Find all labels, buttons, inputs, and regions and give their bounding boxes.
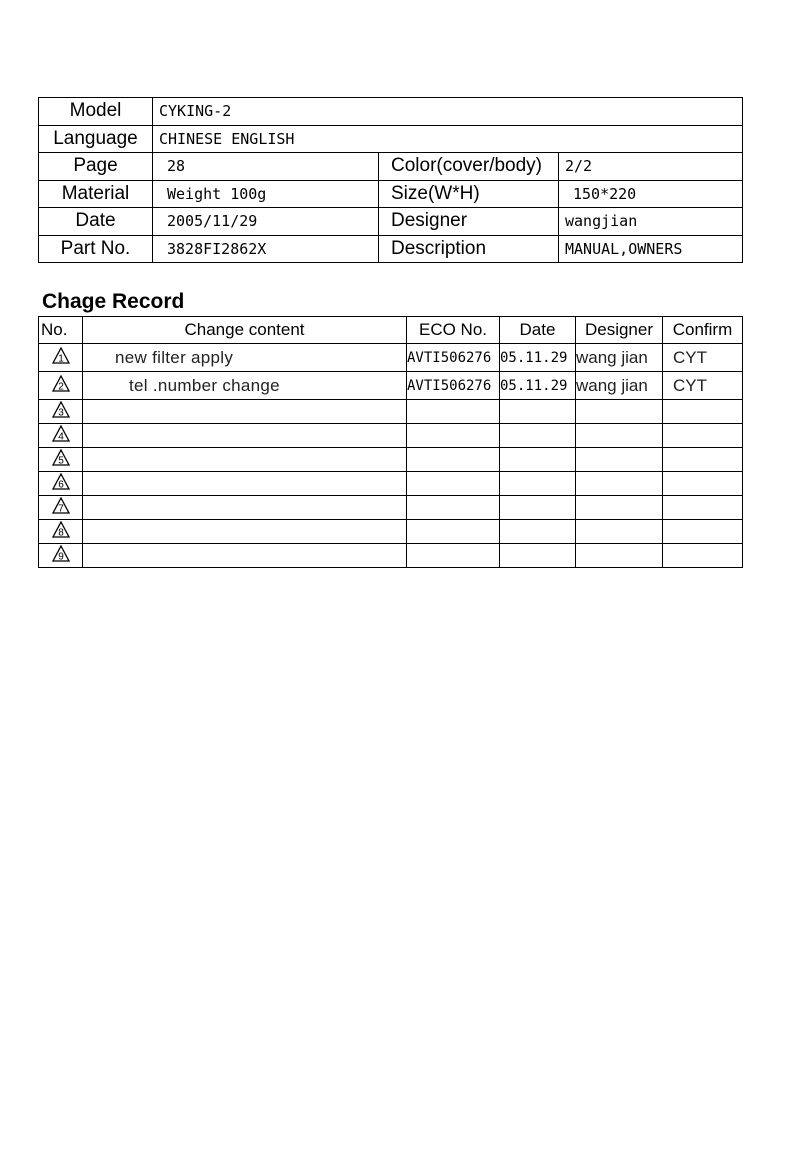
date-cell	[500, 520, 576, 544]
designer-cell	[576, 424, 663, 448]
language-value: CHINESE ENGLISH	[153, 125, 743, 153]
change-content-cell	[83, 424, 407, 448]
change-record-row	[39, 400, 743, 424]
language-label: Language	[39, 125, 153, 153]
confirm-cell	[663, 544, 743, 568]
change-content-cell: new filter apply	[83, 344, 407, 372]
revision-number: 4	[57, 431, 64, 442]
confirm-cell: CYT	[663, 344, 743, 372]
revision-triangle-cell	[39, 448, 83, 472]
change-record-row	[39, 472, 743, 496]
designer-cell: wang jian	[576, 372, 663, 400]
revision-triangle-icon	[52, 473, 70, 495]
spec-row-date	[39, 208, 743, 236]
material-value: Weight 100g	[153, 180, 379, 208]
change-record-header-row	[39, 317, 743, 344]
revision-triangle-icon	[52, 449, 70, 471]
spec-row-partno	[39, 235, 743, 263]
change-record-row	[39, 372, 743, 400]
header-designer: Designer	[576, 317, 663, 344]
change-record-row	[39, 344, 743, 372]
header-change-content: Change content	[83, 317, 407, 344]
confirm-cell	[663, 424, 743, 448]
revision-number: 7	[57, 503, 64, 514]
material-label: Material	[39, 180, 153, 208]
confirm-cell	[663, 520, 743, 544]
revision-triangle-cell	[39, 372, 83, 400]
change-record-row	[39, 496, 743, 520]
date-label: Date	[39, 208, 153, 236]
color-value: 2/2	[559, 153, 743, 181]
header-date: Date	[500, 317, 576, 344]
confirm-cell	[663, 472, 743, 496]
spec-row-material	[39, 180, 743, 208]
designer-cell	[576, 448, 663, 472]
eco-no-cell	[407, 544, 500, 568]
date-cell: 05.11.29	[500, 372, 576, 400]
revision-triangle-icon	[52, 375, 70, 397]
spec-row-model	[39, 98, 743, 126]
designer-cell: wang jian	[576, 344, 663, 372]
revision-number: 1	[57, 353, 64, 364]
date-cell	[500, 472, 576, 496]
eco-no-cell: AVTI506276	[407, 344, 500, 372]
header-confirm: Confirm	[663, 317, 743, 344]
revision-triangle-icon	[52, 497, 70, 519]
eco-no-cell	[407, 424, 500, 448]
change-content-cell	[83, 448, 407, 472]
revision-number: 5	[57, 455, 64, 466]
revision-number: 2	[57, 381, 64, 392]
eco-no-cell	[407, 496, 500, 520]
page-label: Page	[39, 153, 153, 181]
size-value: 150*220	[559, 180, 743, 208]
description-value: MANUAL,OWNERS	[559, 235, 743, 263]
spec-row-language	[39, 125, 743, 153]
revision-triangle-cell	[39, 520, 83, 544]
description-label: Description	[379, 235, 559, 263]
change-content-cell	[83, 496, 407, 520]
eco-no-cell	[407, 472, 500, 496]
revision-triangle-cell	[39, 400, 83, 424]
color-label: Color(cover/body)	[379, 153, 559, 181]
eco-no-cell	[407, 520, 500, 544]
model-value: CYKING-2	[153, 98, 743, 126]
change-record-table	[38, 316, 743, 568]
spec-row-page	[39, 153, 743, 181]
confirm-cell	[663, 496, 743, 520]
change-content-cell	[83, 520, 407, 544]
confirm-cell	[663, 400, 743, 424]
date-value: 2005/11/29	[153, 208, 379, 236]
spec-table	[38, 97, 743, 263]
eco-no-cell: AVTI506276	[407, 372, 500, 400]
change-record-row	[39, 424, 743, 448]
revision-triangle-icon	[52, 401, 70, 423]
designer-cell	[576, 544, 663, 568]
revision-triangle-icon	[52, 347, 70, 369]
change-content-cell	[83, 472, 407, 496]
change-record-row	[39, 520, 743, 544]
change-record-row	[39, 544, 743, 568]
eco-no-cell	[407, 448, 500, 472]
revision-number: 8	[57, 527, 64, 538]
revision-number: 6	[57, 479, 64, 490]
change-record-row	[39, 448, 743, 472]
designer-value: wangjian	[559, 208, 743, 236]
revision-triangle-icon	[52, 425, 70, 447]
revision-triangle-cell	[39, 544, 83, 568]
partno-label: Part No.	[39, 235, 153, 263]
designer-cell	[576, 472, 663, 496]
date-cell	[500, 400, 576, 424]
revision-triangle-cell	[39, 424, 83, 448]
size-label: Size(W*H)	[379, 180, 559, 208]
revision-triangle-cell	[39, 472, 83, 496]
date-cell	[500, 448, 576, 472]
designer-cell	[576, 400, 663, 424]
change-content-cell	[83, 400, 407, 424]
revision-triangle-icon	[52, 545, 70, 567]
change-record-title: Chage Record	[42, 290, 185, 313]
confirm-cell: CYT	[663, 372, 743, 400]
header-no: No.	[39, 317, 83, 344]
date-cell: 05.11.29	[500, 344, 576, 372]
change-content-cell	[83, 544, 407, 568]
confirm-cell	[663, 448, 743, 472]
revision-triangle-cell	[39, 344, 83, 372]
date-cell	[500, 496, 576, 520]
designer-label: Designer	[379, 208, 559, 236]
revision-triangle-cell	[39, 496, 83, 520]
model-label: Model	[39, 98, 153, 126]
header-eco-no: ECO No.	[407, 317, 500, 344]
designer-cell	[576, 496, 663, 520]
eco-no-cell	[407, 400, 500, 424]
designer-cell	[576, 520, 663, 544]
revision-number: 9	[57, 551, 64, 562]
revision-number: 3	[57, 407, 64, 418]
partno-value: 3828FI2862X	[153, 235, 379, 263]
revision-triangle-icon	[52, 521, 70, 543]
page-value: 28	[153, 153, 379, 181]
date-cell	[500, 544, 576, 568]
date-cell	[500, 424, 576, 448]
change-content-cell: tel .number change	[83, 372, 407, 400]
